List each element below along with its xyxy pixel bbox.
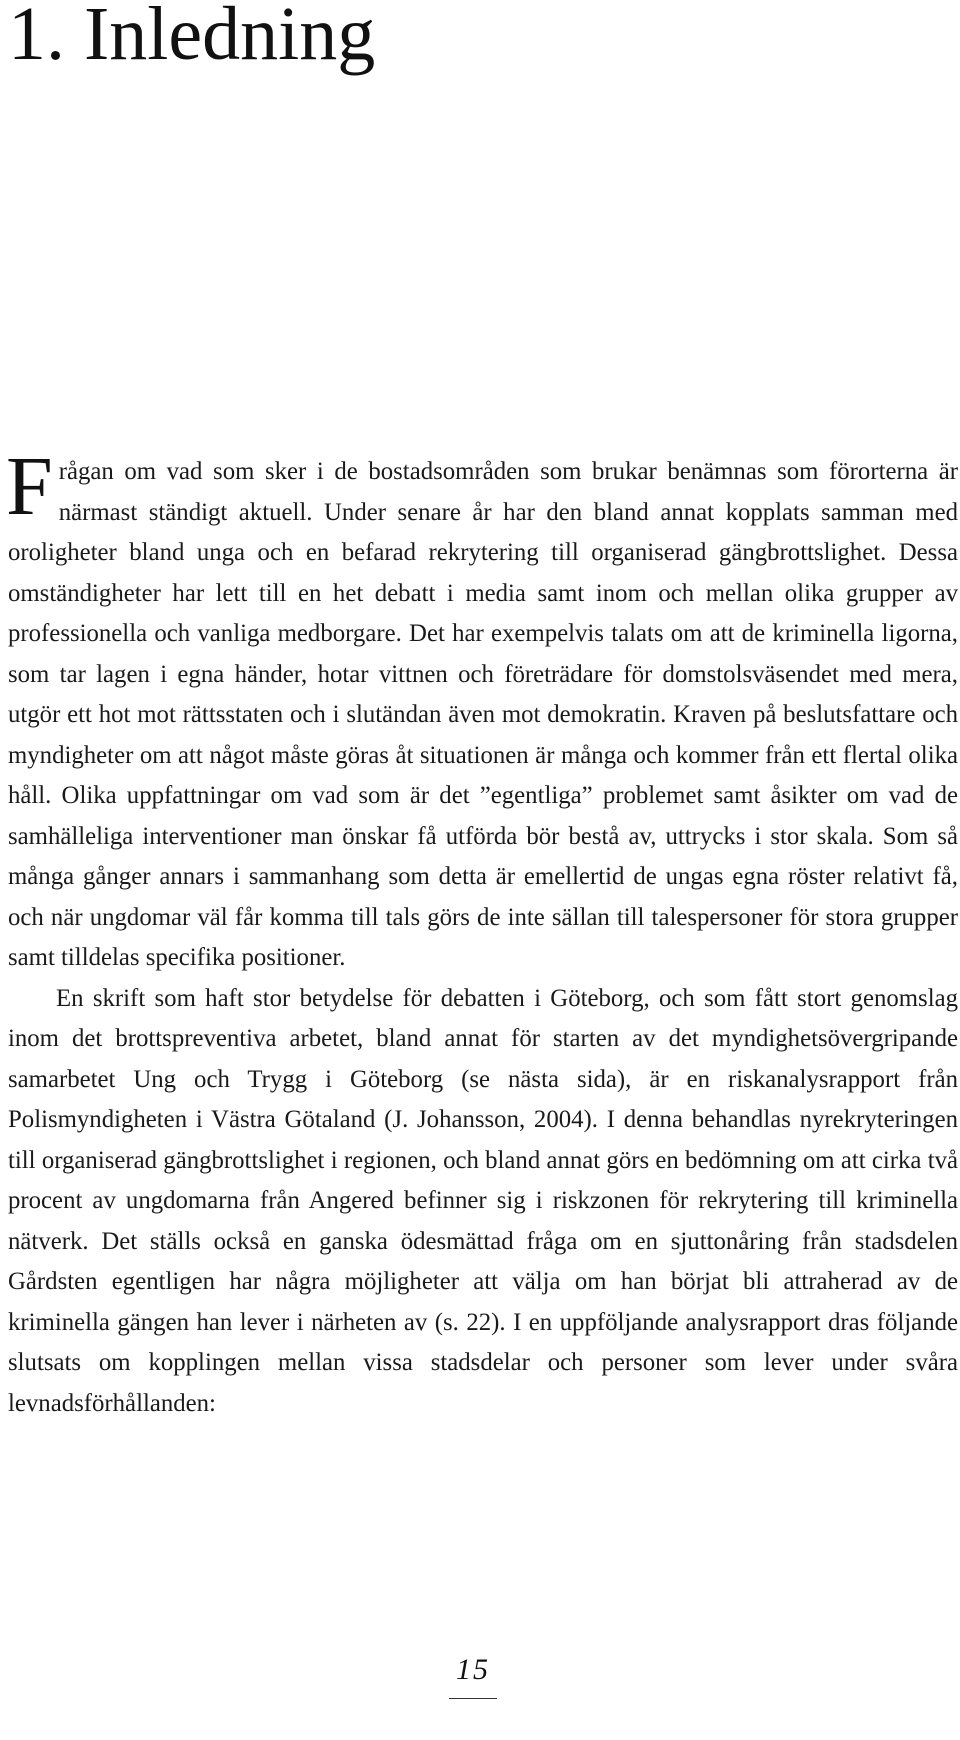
drop-cap: F: [6, 440, 53, 533]
page-number-underline: [449, 1698, 497, 1699]
paragraph-1-text: rågan om vad som sker i de bostadsområden som brukar benämnas som förorterna är närmast ständigt aktuell. Under senare år har den bland annat kopplats samman med oroligheter bland unga och en befarad rekrytering till organiserad gängbrottslighet. Dessa omständigheter har lett till en het debatt i media samt inom och mellan olika grupper av professionella och vanliga medborgare. Det har exempelvis talats om att de kriminella ligorna, som tar lagen i egna händer, hotar vittnen och företrädare för domstolsväsendet med mera, utgör ett hot mot rättsstaten och i slutändan även mot demokratin. Kraven på beslutsfattare och myndigheter om att något måste göras åt situationen är många och kommer från ett flertal olika håll. Olika uppfattningar om vad som är det ”egentliga” problemet samt åsikter om vad de samhälleliga interventioner man önskar få utförda bör bestå av, uttrycks i stor skala. Som så många gånger annars i sammanhang som detta är emellertid de ungas egna röster relativt få, och när ungdomar väl får komma till tals görs de inte sällan till talespersoner för stora grupper samt tilldelas specifika positioner.: [8, 458, 958, 971]
paragraph-2: En skrift som haft stor betydelse för debatten i Göteborg, och som fått stort genomslag inom det brottspreventiva arbetet, bland annat för starten av det myndighetsövergripande samarbetet Ung och Trygg i Göteborg (se nästa sida), är en riskanalysrapport från Polismyndigheten i Västra Götaland (J. Johansson, 2004). I denna behandlas nyrekryteringen till organiserad gängbrottslighet i regionen, och bland annat görs en bedömning om att cirka två procent av ungdomarna från Angered befinner sig i riskzonen för rekrytering till kriminella nätverk. Det ställs också en ganska ödesmättad fråga om en sjuttonåring från stadsdelen Gårdsten egentligen har några möjligheter att välja om han börjat bli attraherad av de kriminella gängen han lever i närheten av (s. 22). I en uppföljande analysrapport dras följande slutsats om kopplingen mellan vissa stadsdelar och personer som lever under svåra levnadsförhållanden:: [8, 984, 958, 1417]
paragraph-1: [6, 440, 958, 979]
page-number: 15: [456, 1653, 490, 1686]
chapter-title: 1. Inledning: [8, 0, 376, 76]
body-text: [6, 440, 958, 1424]
